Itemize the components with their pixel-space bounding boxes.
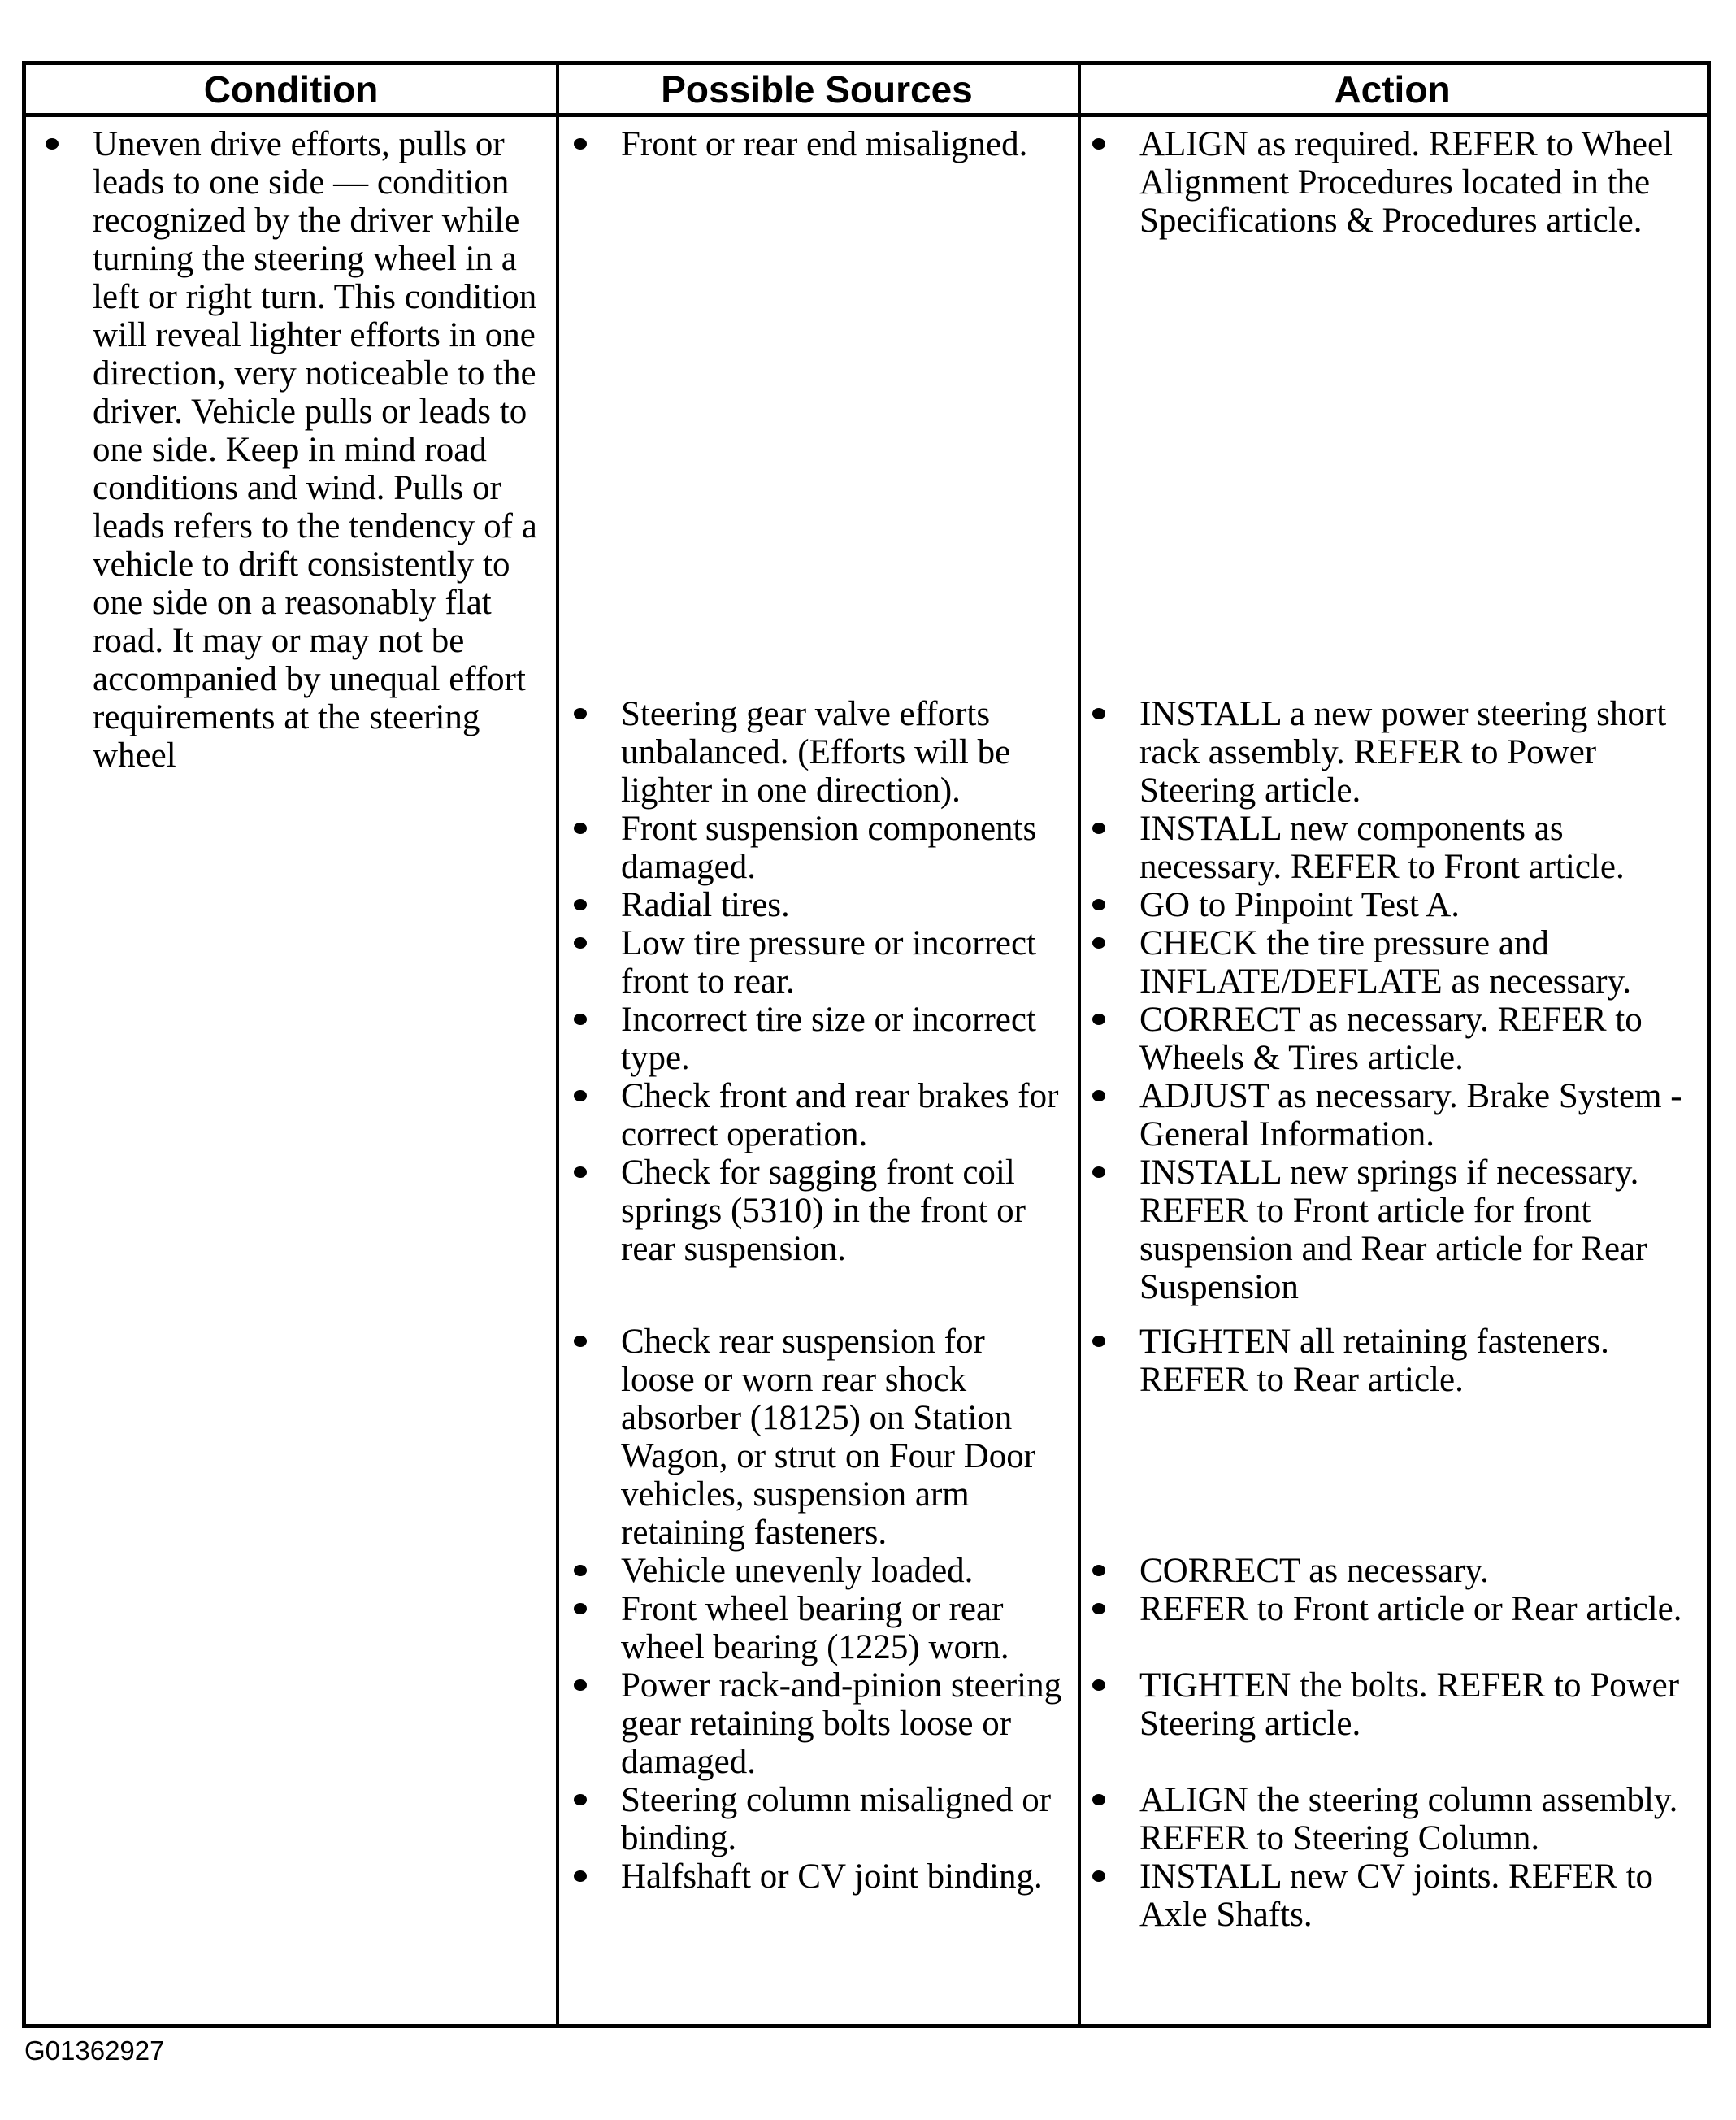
bullet-icon	[574, 1336, 587, 1347]
condition-item	[46, 125, 540, 775]
table-row	[556, 1857, 1707, 1934]
source-text: Halfshaft or CV joint binding.	[621, 1857, 1043, 1896]
source-item	[574, 1857, 1066, 1896]
bullet-icon	[1092, 1870, 1105, 1882]
source-item	[574, 1153, 1066, 1268]
column-header-condition: Condition	[203, 67, 379, 111]
table-row	[556, 1781, 1707, 1857]
table-row	[556, 886, 1707, 924]
source-item	[574, 1001, 1066, 1077]
source-item	[574, 1781, 1066, 1857]
bullet-icon	[574, 937, 587, 949]
action-item	[1092, 810, 1699, 886]
bullet-icon	[574, 1565, 587, 1576]
source-item	[574, 810, 1066, 886]
bullet-icon	[1092, 1565, 1105, 1576]
table-row	[556, 695, 1707, 810]
action-text: ADJUST as necessary. Brake System - General Information.	[1139, 1077, 1682, 1153]
column-divider	[556, 65, 559, 2024]
source-text: Vehicle unevenly loaded.	[621, 1552, 974, 1590]
table-row	[556, 1323, 1707, 1552]
condition-cell	[26, 117, 556, 1934]
source-text: Front suspension components damaged.	[621, 810, 1037, 886]
table-row	[556, 924, 1707, 1001]
table-row	[556, 1077, 1707, 1153]
bullet-icon	[574, 823, 587, 834]
source-item	[574, 695, 1066, 810]
bullet-icon	[1092, 708, 1105, 719]
table-row	[556, 1666, 1707, 1781]
action-text: INSTALL a new power steering short rack assembly. REFER to Power Steering article.	[1139, 695, 1667, 810]
source-text: Radial tires.	[621, 886, 790, 924]
action-text: ALIGN as required. REFER to Wheel Alignment Procedures located in the Specifications & Procedures article.	[1139, 125, 1673, 240]
source-text: Check for sagging front coil springs (5310) in the front or rear suspension.	[621, 1153, 1026, 1268]
bullet-icon	[574, 138, 587, 150]
table-row	[556, 1153, 1707, 1306]
source-item	[574, 886, 1066, 924]
source-item	[574, 125, 1066, 163]
source-item	[574, 1077, 1066, 1153]
table-row	[556, 1001, 1707, 1077]
action-text: INSTALL new components as necessary. REFER to Front article.	[1139, 810, 1625, 886]
source-text: Check front and rear brakes for correct operation.	[621, 1077, 1059, 1153]
action-text: CHECK the tire pressure and INFLATE/DEFLATE as necessary.	[1139, 924, 1632, 1001]
source-action-rows	[556, 117, 1707, 1934]
source-item	[574, 1590, 1066, 1666]
source-text: Front wheel bearing or rear wheel bearing (1225) worn.	[621, 1590, 1009, 1666]
action-text: REFER to Front article or Rear article.	[1139, 1590, 1682, 1628]
bullet-icon	[1092, 937, 1105, 949]
action-item	[1092, 1552, 1699, 1590]
figure-id: G01362927	[24, 2035, 165, 2066]
column-divider	[1078, 65, 1081, 2024]
action-text: ALIGN the steering column assembly. REFER to Steering Column.	[1139, 1781, 1678, 1857]
table-body	[26, 117, 1707, 1934]
source-text: Steering column misaligned or binding.	[621, 1781, 1052, 1857]
action-text: GO to Pinpoint Test A.	[1139, 886, 1460, 924]
action-text: TIGHTEN the bolts. REFER to Power Steering article.	[1139, 1666, 1680, 1743]
bullet-icon	[574, 1679, 587, 1691]
action-item	[1092, 886, 1699, 924]
bullet-icon	[1092, 1166, 1105, 1178]
action-item	[1092, 1323, 1699, 1399]
action-item	[1092, 1077, 1699, 1153]
bullet-icon	[574, 899, 587, 910]
bullet-icon	[574, 1090, 587, 1101]
action-text: INSTALL new springs if necessary. REFER to Front article for front suspension and Rear article for Rear Suspension	[1139, 1153, 1647, 1306]
action-item	[1092, 1666, 1699, 1743]
bullet-icon	[574, 1870, 587, 1882]
bullet-icon	[574, 708, 587, 719]
source-text: Low tire pressure or incorrect front to rear.	[621, 924, 1037, 1001]
table-header-row	[26, 65, 1707, 117]
bullet-icon	[46, 138, 59, 150]
action-text: CORRECT as necessary.	[1139, 1552, 1489, 1590]
bullet-icon	[1092, 823, 1105, 834]
bullet-icon	[1092, 138, 1105, 150]
action-item	[1092, 1153, 1699, 1306]
bullet-icon	[1092, 1090, 1105, 1101]
action-item	[1092, 924, 1699, 1001]
action-item	[1092, 695, 1699, 810]
action-item	[1092, 1781, 1699, 1857]
source-text: Incorrect tire size or incorrect type.	[621, 1001, 1036, 1077]
action-item	[1092, 1001, 1699, 1077]
action-text: TIGHTEN all retaining fasteners. REFER to Rear article.	[1139, 1323, 1609, 1399]
bullet-icon	[574, 1014, 587, 1025]
action-item	[1092, 125, 1699, 240]
source-text: Check rear suspension for loose or worn rear shock absorber (18125) on Station Wagon, or strut on Four Door vehicles, suspension arm retaining fasteners.	[621, 1323, 1036, 1552]
bullet-icon	[574, 1794, 587, 1805]
bullet-icon	[1092, 1679, 1105, 1691]
column-header-action: Action	[1334, 67, 1451, 111]
table-row	[556, 125, 1707, 240]
action-text: INSTALL new CV joints. REFER to Axle Shafts.	[1139, 1857, 1654, 1934]
bullet-icon	[574, 1603, 587, 1614]
source-text: Steering gear valve efforts unbalanced. (Efforts will be lighter in one direction).	[621, 695, 1011, 810]
source-item	[574, 1666, 1066, 1781]
bullet-icon	[1092, 1603, 1105, 1614]
source-item	[574, 924, 1066, 1001]
bullet-icon	[574, 1166, 587, 1178]
column-header-possible-sources: Possible Sources	[661, 67, 973, 111]
bullet-icon	[1092, 1336, 1105, 1347]
diagnostic-table	[22, 61, 1711, 2028]
condition-text: Uneven drive efforts, pulls or leads to one side — condition recognized by the driver while turning the steering wheel in a left or right turn. This condition will reveal lighter efforts in one direction, very noticeable to the driver. Vehicle pulls or leads to one side. Keep in mind road conditions and wind. Pulls or leads refers to the tendency of a vehicle to drift consistently to one side on a reasonably flat road. It may or may not be accompanied by unequal effort requirements at the steering wheel	[93, 125, 537, 775]
source-text: Power rack-and-pinion steering gear retaining bolts loose or damaged.	[621, 1666, 1062, 1781]
bullet-icon	[1092, 899, 1105, 910]
table-row	[556, 810, 1707, 886]
bullet-icon	[1092, 1014, 1105, 1025]
table-row	[556, 1590, 1707, 1666]
source-item	[574, 1323, 1066, 1552]
action-item	[1092, 1590, 1699, 1628]
action-text: CORRECT as necessary. REFER to Wheels & Tires article.	[1139, 1001, 1643, 1077]
bullet-icon	[1092, 1794, 1105, 1805]
table-row	[556, 1552, 1707, 1590]
source-item	[574, 1552, 1066, 1590]
source-text: Front or rear end misaligned.	[621, 125, 1028, 163]
action-item	[1092, 1857, 1699, 1934]
